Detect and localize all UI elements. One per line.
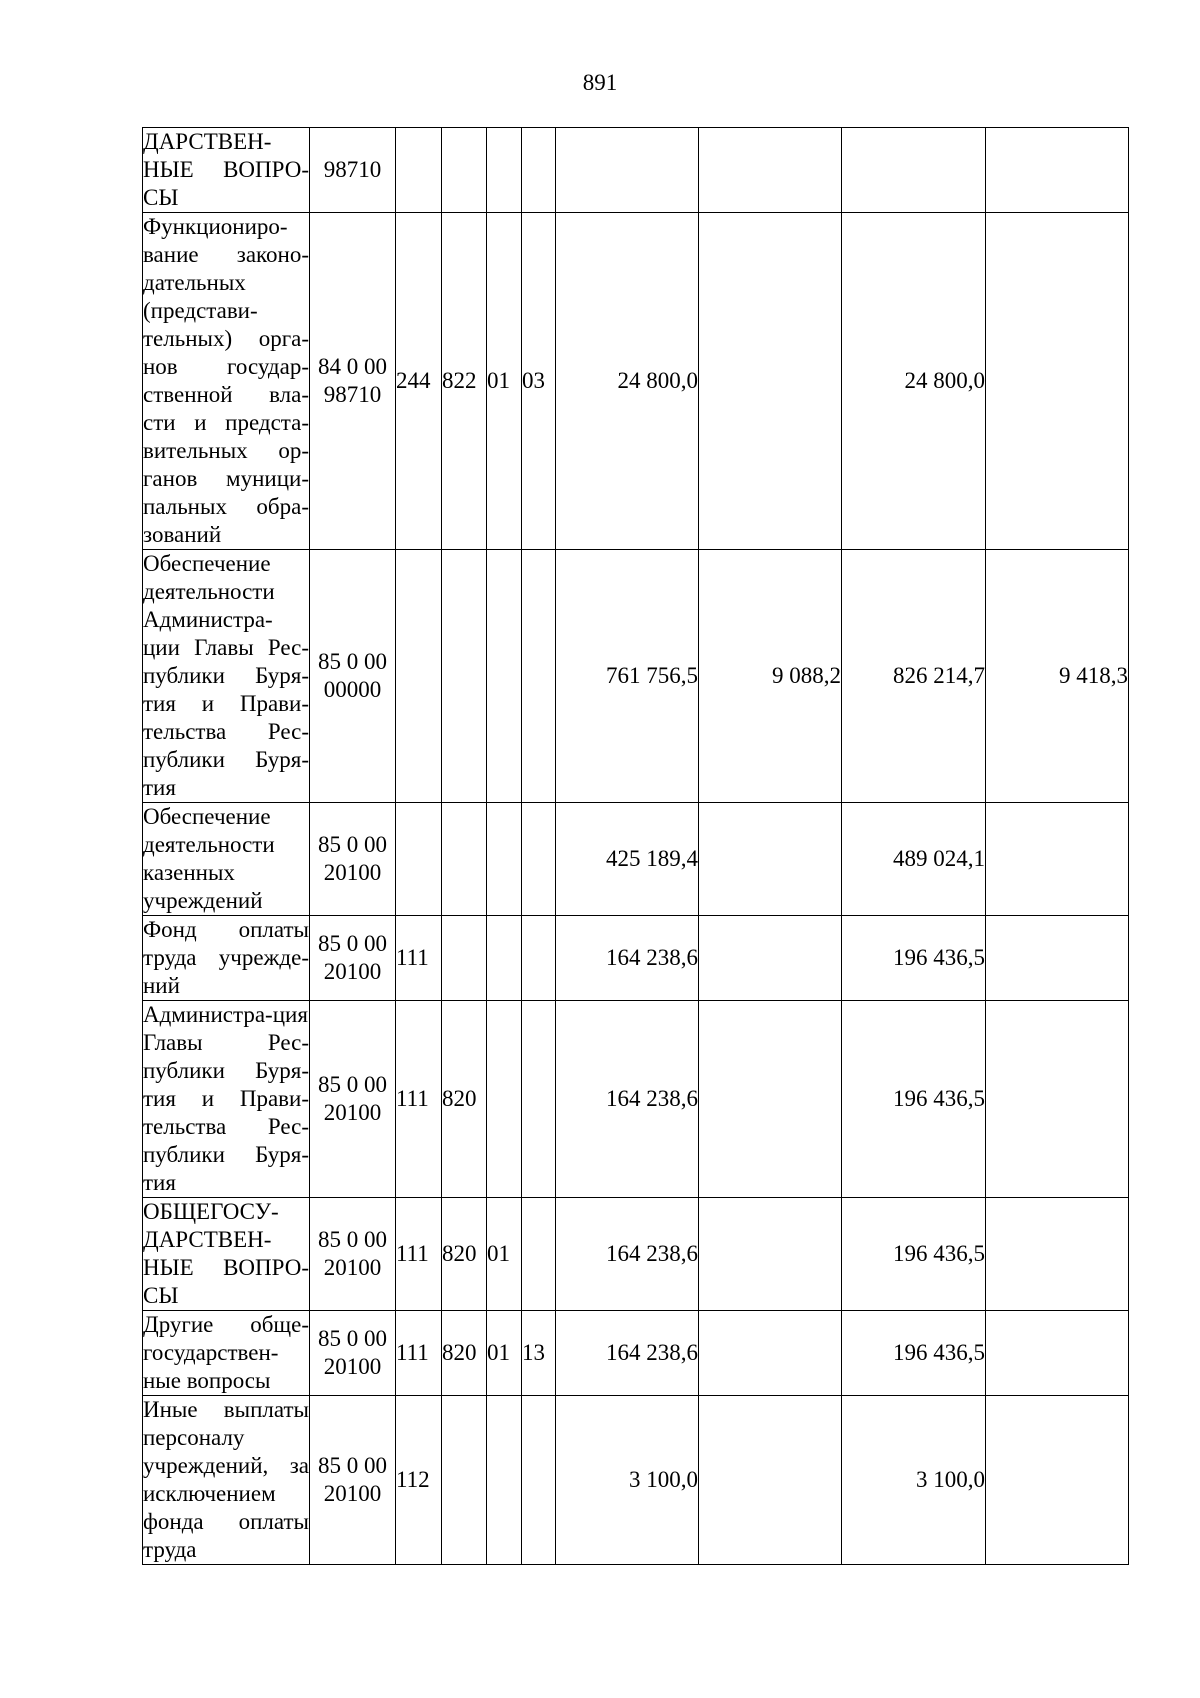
row-csr: 85 0 00 00000 [310, 550, 396, 803]
row-grbs [442, 916, 487, 1001]
row-pr [522, 803, 556, 916]
row-value-4 [986, 803, 1129, 916]
row-value-3: 826 214,7 [842, 550, 986, 803]
row-vr: 112 [396, 1396, 442, 1565]
row-value-4 [986, 1198, 1129, 1311]
row-pr: 13 [522, 1311, 556, 1396]
row-value-2 [699, 128, 842, 213]
row-value-2 [699, 916, 842, 1001]
row-grbs [442, 550, 487, 803]
row-vr: 111 [396, 1198, 442, 1311]
table-row [143, 550, 1129, 803]
row-value-1 [556, 128, 699, 213]
table-row [143, 1311, 1129, 1396]
row-value-2 [699, 803, 842, 916]
row-vr: 111 [396, 1311, 442, 1396]
row-value-2 [699, 1198, 842, 1311]
table-row [143, 1001, 1129, 1198]
row-value-1: 24 800,0 [556, 213, 699, 550]
row-rz: 01 [487, 213, 522, 550]
row-pr [522, 550, 556, 803]
row-value-2 [699, 1396, 842, 1565]
row-value-4 [986, 1311, 1129, 1396]
row-grbs: 820 [442, 1311, 487, 1396]
row-value-3: 196 436,5 [842, 1311, 986, 1396]
row-name: Обеспечение деятельности Администра-ции Главы Рес-публики Буря-тия и Прави-тельства Рес-публики Буря-тия [143, 550, 310, 803]
row-rz [487, 803, 522, 916]
row-rz [487, 1001, 522, 1198]
row-grbs: 822 [442, 213, 487, 550]
row-value-4 [986, 1001, 1129, 1198]
table-row [143, 803, 1129, 916]
row-vr [396, 803, 442, 916]
row-vr [396, 550, 442, 803]
row-grbs: 820 [442, 1001, 487, 1198]
row-value-4 [986, 916, 1129, 1001]
row-rz: 01 [487, 1311, 522, 1396]
row-vr [396, 128, 442, 213]
row-name: Обеспечение деятельности казенных учреждений [143, 803, 310, 916]
row-name: ДАРСТВЕН-НЫЕ ВОПРО-СЫ [143, 128, 310, 213]
row-value-1: 3 100,0 [556, 1396, 699, 1565]
row-value-3: 196 436,5 [842, 916, 986, 1001]
row-value-3: 196 436,5 [842, 1001, 986, 1198]
row-value-4: 9 418,3 [986, 550, 1129, 803]
row-value-1: 761 756,5 [556, 550, 699, 803]
row-rz: 01 [487, 1198, 522, 1311]
row-csr: 84 0 00 98710 [310, 213, 396, 550]
row-rz [487, 916, 522, 1001]
row-pr [522, 1198, 556, 1311]
table-row [143, 128, 1129, 213]
row-rz [487, 128, 522, 213]
row-name: Фонд оплаты труда учрежде-ний [143, 916, 310, 1001]
row-grbs [442, 1396, 487, 1565]
row-name: Администра-ция Главы Рес-публики Буря-тия и Прави-тельства Рес-публики Буря-тия [143, 1001, 310, 1198]
row-pr: 03 [522, 213, 556, 550]
row-value-3: 489 024,1 [842, 803, 986, 916]
row-value-1: 425 189,4 [556, 803, 699, 916]
row-rz [487, 550, 522, 803]
row-value-3: 3 100,0 [842, 1396, 986, 1565]
table-row [143, 916, 1129, 1001]
row-value-2 [699, 1311, 842, 1396]
row-pr [522, 1001, 556, 1198]
row-pr [522, 916, 556, 1001]
row-value-3: 24 800,0 [842, 213, 986, 550]
row-value-4 [986, 213, 1129, 550]
row-value-1: 164 238,6 [556, 916, 699, 1001]
row-pr [522, 128, 556, 213]
row-value-2: 9 088,2 [699, 550, 842, 803]
row-value-3: 196 436,5 [842, 1198, 986, 1311]
row-name: Функциониро-вание законо-дательных (представи-тельных) орга-нов государ-ственной вла-сти и предста-вительных ор-ганов муници-пальных обра-зований [143, 213, 310, 550]
row-value-2 [699, 213, 842, 550]
row-value-4 [986, 128, 1129, 213]
row-vr: 111 [396, 1001, 442, 1198]
row-rz [487, 1396, 522, 1565]
row-value-1: 164 238,6 [556, 1311, 699, 1396]
row-grbs [442, 803, 487, 916]
row-value-1: 164 238,6 [556, 1198, 699, 1311]
row-csr: 85 0 00 20100 [310, 803, 396, 916]
row-csr: 85 0 00 20100 [310, 1396, 396, 1565]
row-grbs [442, 128, 487, 213]
row-vr: 244 [396, 213, 442, 550]
row-name: Другие обще-государствен-ные вопросы [143, 1311, 310, 1396]
table-row [143, 1198, 1129, 1311]
row-csr: 85 0 00 20100 [310, 916, 396, 1001]
row-value-4 [986, 1396, 1129, 1565]
row-csr: 98710 [310, 128, 396, 213]
row-vr: 111 [396, 916, 442, 1001]
row-pr [522, 1396, 556, 1565]
row-value-3 [842, 128, 986, 213]
row-csr: 85 0 00 20100 [310, 1311, 396, 1396]
row-name: Иные выплаты персоналу учреждений, за исключением фонда оплаты труда [143, 1396, 310, 1565]
row-grbs: 820 [442, 1198, 487, 1311]
budget-table [142, 127, 1129, 1565]
row-name: ОБЩЕГОСУ-ДАРСТВЕН-НЫЕ ВОПРО-СЫ [143, 1198, 310, 1311]
page-number: 891 [582, 70, 618, 95]
row-csr: 85 0 00 20100 [310, 1001, 396, 1198]
table-row [143, 213, 1129, 550]
row-csr: 85 0 00 20100 [310, 1198, 396, 1311]
table-row [143, 1396, 1129, 1565]
row-value-2 [699, 1001, 842, 1198]
row-value-1: 164 238,6 [556, 1001, 699, 1198]
